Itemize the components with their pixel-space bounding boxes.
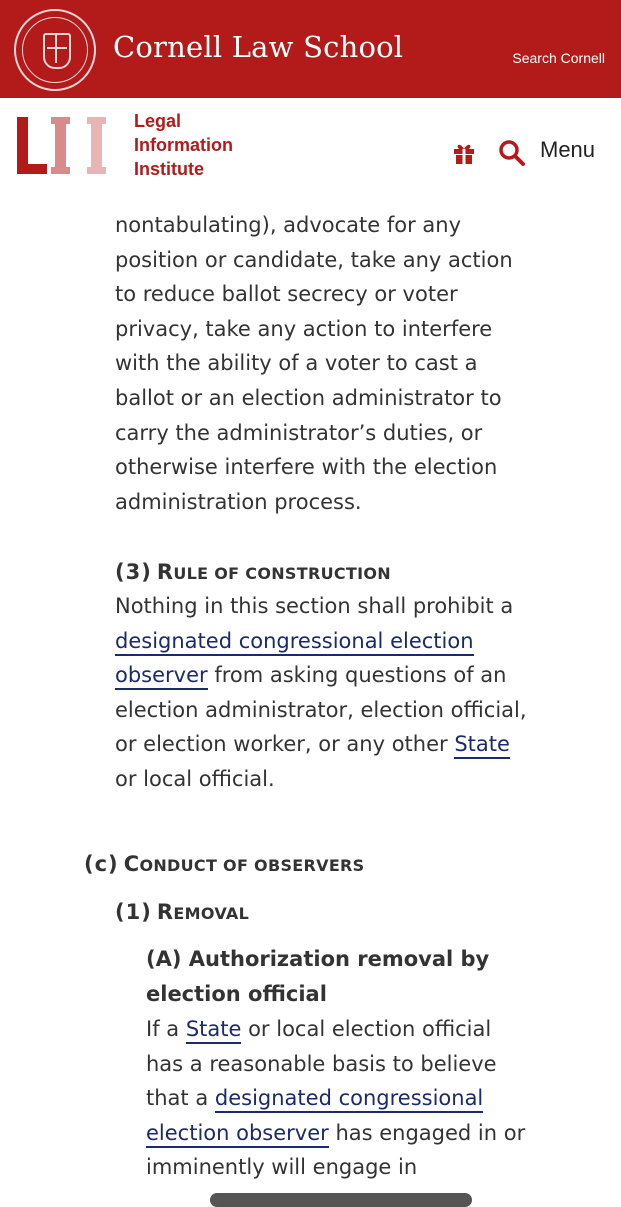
text-fragment: has engaged in or xyxy=(328,1120,526,1145)
heading-line: election official xyxy=(146,981,327,1006)
lii-line-institute: Institute xyxy=(134,159,204,179)
text-line: ballot or an election administrator to xyxy=(115,385,502,410)
section-number: (3) xyxy=(115,560,152,584)
text-line: privacy, take any action to interfere xyxy=(115,316,493,341)
cornell-seal-icon[interactable] xyxy=(14,9,96,91)
section-heading-conduct-of-observers xyxy=(84,852,365,876)
text-fragment: or local election official xyxy=(241,1017,492,1041)
text-fragment: that a xyxy=(146,1086,215,1111)
text-line: imminently will engage in xyxy=(146,1155,418,1180)
text-line: administration process. xyxy=(115,489,362,514)
observer-link[interactable]: observer xyxy=(115,663,208,690)
lii-header xyxy=(0,98,621,190)
text-line: with the ability of a voter to cast a xyxy=(115,351,478,376)
text-line: carry the administrator’s duties, or xyxy=(115,420,483,445)
text-fragment: or election worker, or any other xyxy=(115,732,455,757)
search-icon[interactable] xyxy=(498,139,526,167)
election-observer-link[interactable]: election observer xyxy=(146,1121,329,1148)
heading-rest: EMOVAL xyxy=(173,904,250,923)
scroll-indicator[interactable] xyxy=(210,1193,472,1207)
text-line: to reduce ballot secrecy or voter xyxy=(115,282,458,307)
heading-initial: C xyxy=(123,852,140,876)
text-line: has a reasonable basis to believe xyxy=(146,1051,497,1076)
lii-line-information: Information xyxy=(134,135,233,155)
seal-shield xyxy=(43,33,71,69)
lii-wordmark[interactable] xyxy=(134,109,233,181)
school-name[interactable]: Cornell Law School xyxy=(113,30,404,64)
text-line: election administrator, election official, xyxy=(115,697,527,722)
heading-rest: ULE OF CONSTRUCTION xyxy=(173,564,391,583)
rule-of-construction-text xyxy=(115,589,527,797)
paragraph-continuation xyxy=(115,208,513,519)
section-number: (1) xyxy=(115,900,152,924)
state-link[interactable]: State xyxy=(454,732,510,759)
lii-logo[interactable] xyxy=(15,115,117,177)
subsection-heading-authorization-removal xyxy=(146,942,489,1011)
text-fragment: from asking questions of an xyxy=(207,663,507,688)
text-line: or local official. xyxy=(115,766,275,791)
gift-icon[interactable] xyxy=(452,141,476,165)
text-line: otherwise interfere with the election xyxy=(115,455,498,480)
heading-initial: R xyxy=(156,560,174,584)
heading-line: (A) Authorization removal by xyxy=(146,947,490,971)
lii-line-legal: Legal xyxy=(134,111,182,131)
search-cornell-link[interactable]: Search Cornell xyxy=(512,50,605,66)
designated-congressional-election-observer-link[interactable]: designated congressional election xyxy=(115,629,474,656)
section-heading-rule-of-construction xyxy=(115,560,391,584)
section-letter: (c) xyxy=(84,852,119,876)
authorization-removal-text xyxy=(146,1012,525,1185)
text-line: position or candidate, take any action xyxy=(115,247,513,272)
menu-button[interactable]: Menu xyxy=(540,137,596,162)
text-line: Nothing in this section shall prohibit a xyxy=(115,594,514,618)
heading-initial: R xyxy=(156,900,174,924)
cornell-header xyxy=(0,0,621,98)
designated-congressional-link[interactable]: designated congressional xyxy=(215,1086,483,1113)
text-fragment: If a xyxy=(146,1017,186,1041)
heading-rest: ONDUCT OF OBSERVERS xyxy=(139,856,365,875)
section-heading-removal xyxy=(115,900,249,924)
state-link[interactable]: State xyxy=(186,1017,242,1044)
text-line: nontabulating), advocate for any xyxy=(115,213,462,237)
